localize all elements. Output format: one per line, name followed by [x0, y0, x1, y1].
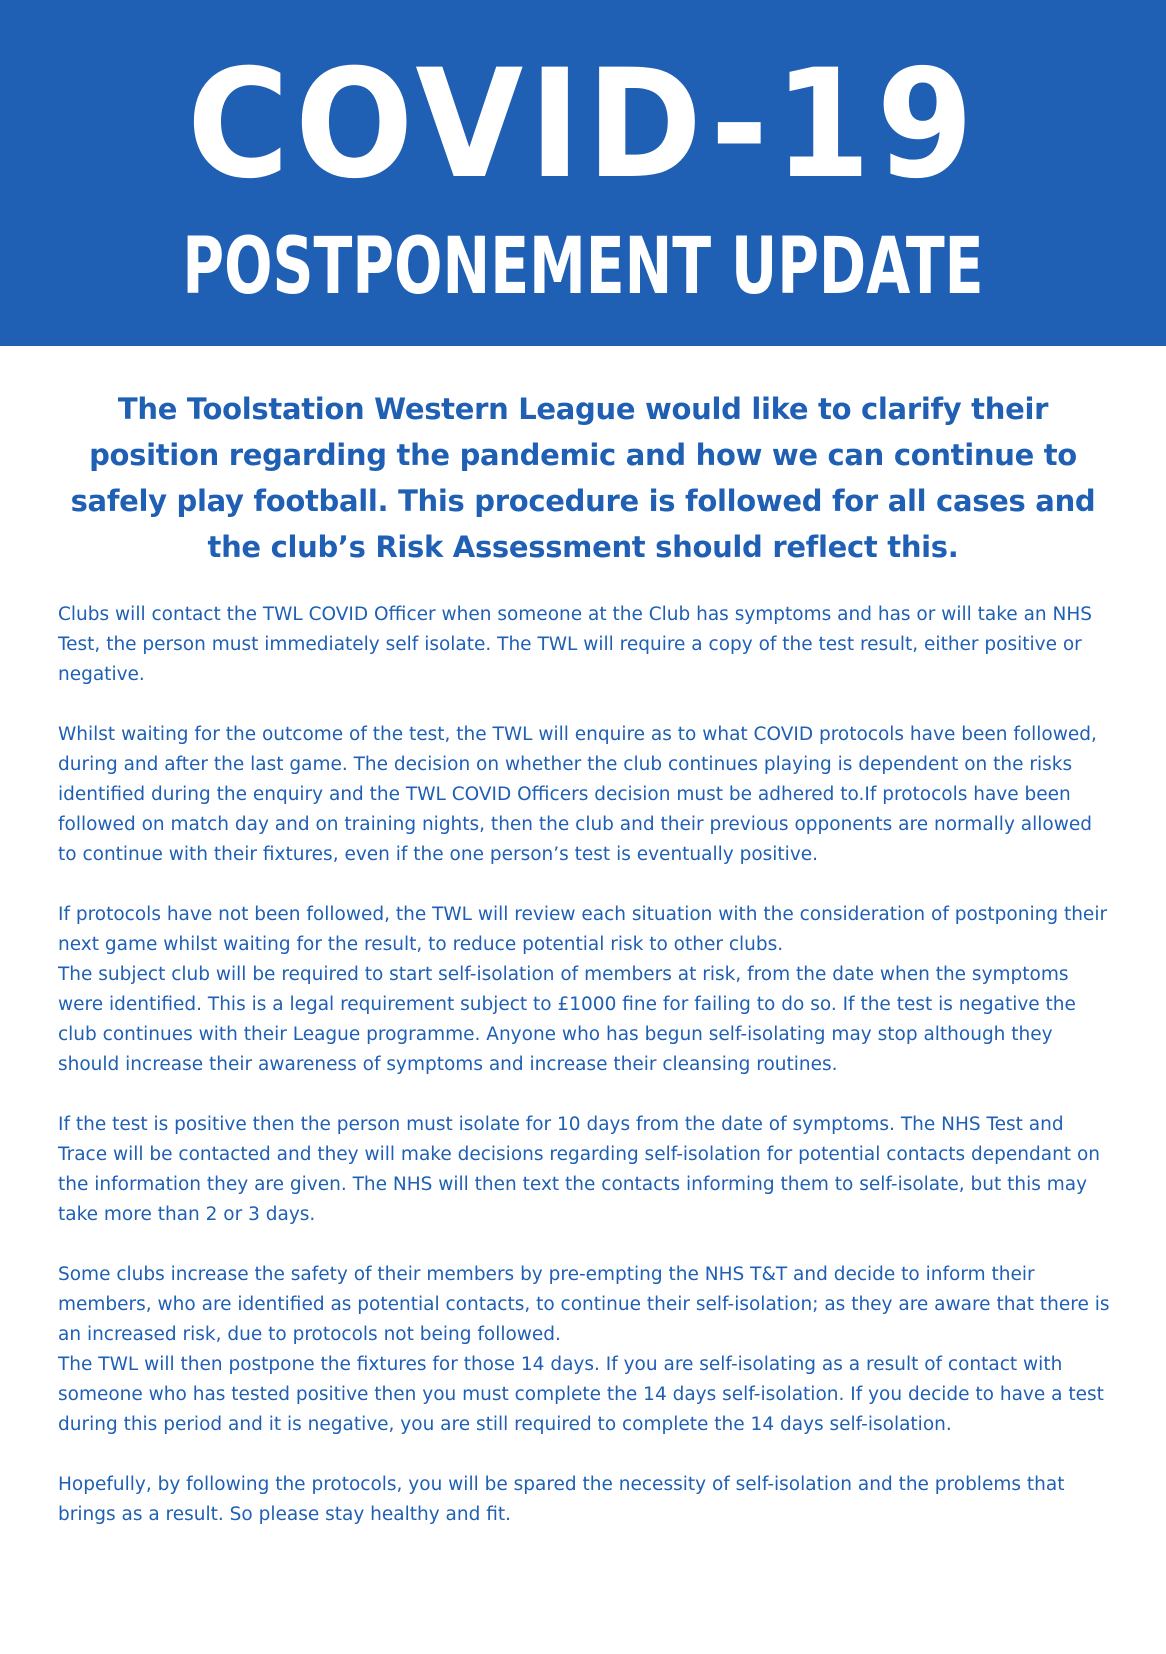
paragraph-pre-empting: Some clubs increase the safety of their members by pre-empting the NHS T&T and decide to inform their members, who are identified as potential contacts, to continue their self-isolation; as they are aware that there is an increased risk, due to protocols not being followed. The TWL will then postpone the fixtures for those 14 days. If you are self-isolating as a result of contact with someone who has tested positive then you must complete the 14 days self-isolation. If you decide to have a test during this period and it is negative, you are still required to complete the 14 days self-isolation. [58, 1264, 1110, 1435]
body-content [58, 600, 1110, 1560]
paragraph-closing: Hopefully, by following the protocols, you will be spared the necessity of self-isolation and the problems that brings as a result. So please stay healthy and fit. [58, 1474, 1065, 1525]
paragraph-awaiting-outcome: Whilst waiting for the outcome of the test, the TWL will enquire as to what COVID protocols have been followed, during and after the last game. The decision on whether the club continues playing is dependent on the risks identified during the enquiry and the TWL COVID Officers decision must be adhered to.If protocols have been followed on match day and on training nights, then the club and their previous opponents are normally allowed to continue with their fixtures, even if the one person’s test is eventually positive. [58, 724, 1097, 865]
subtitle: POSTPONEMENT UPDATE [182, 222, 984, 312]
header-banner [0, 0, 1166, 346]
paragraph-positive-test: If the test is positive then the person must isolate for 10 days from the date of symptoms. The NHS Test and Trace will be contacted and they will make decisions regarding self-isolation for potential contacts dependant on the information they are given. The NHS will then text the contacts informing them to self-isolate, but this may take more than 2 or 3 days. [58, 1114, 1100, 1225]
paragraph-protocols-not-followed: If protocols have not been followed, the TWL will review each situation with the consideration of postponing their next game whilst waiting for the result, to reduce potential risk to other clubs. The subject club will be required to start self-isolation of members at risk, from the date when the symptoms were identified. This is a legal requirement subject to £1000 fine for failing to do so. If the test is negative the club continues with their League programme. Anyone who has begun self-isolating may stop although they should increase their awareness of symptoms and increase their cleansing routines. [58, 904, 1108, 1075]
main-title: COVID-19 [186, 38, 980, 212]
intro-statement: The Toolstation Western League would like to clarify their position regarding the pandemic and how we can continue to safely play football. This procedure is followed for all cases and the club’s Risk Assessment should reflect this. [70, 392, 1096, 564]
paragraph-contact-officer: Clubs will contact the TWL COVID Officer when someone at the Club has symptoms and has or will take an NHS Test, the person must immediately self isolate. The TWL will require a copy of the test result, either positive or negative. [58, 604, 1093, 685]
